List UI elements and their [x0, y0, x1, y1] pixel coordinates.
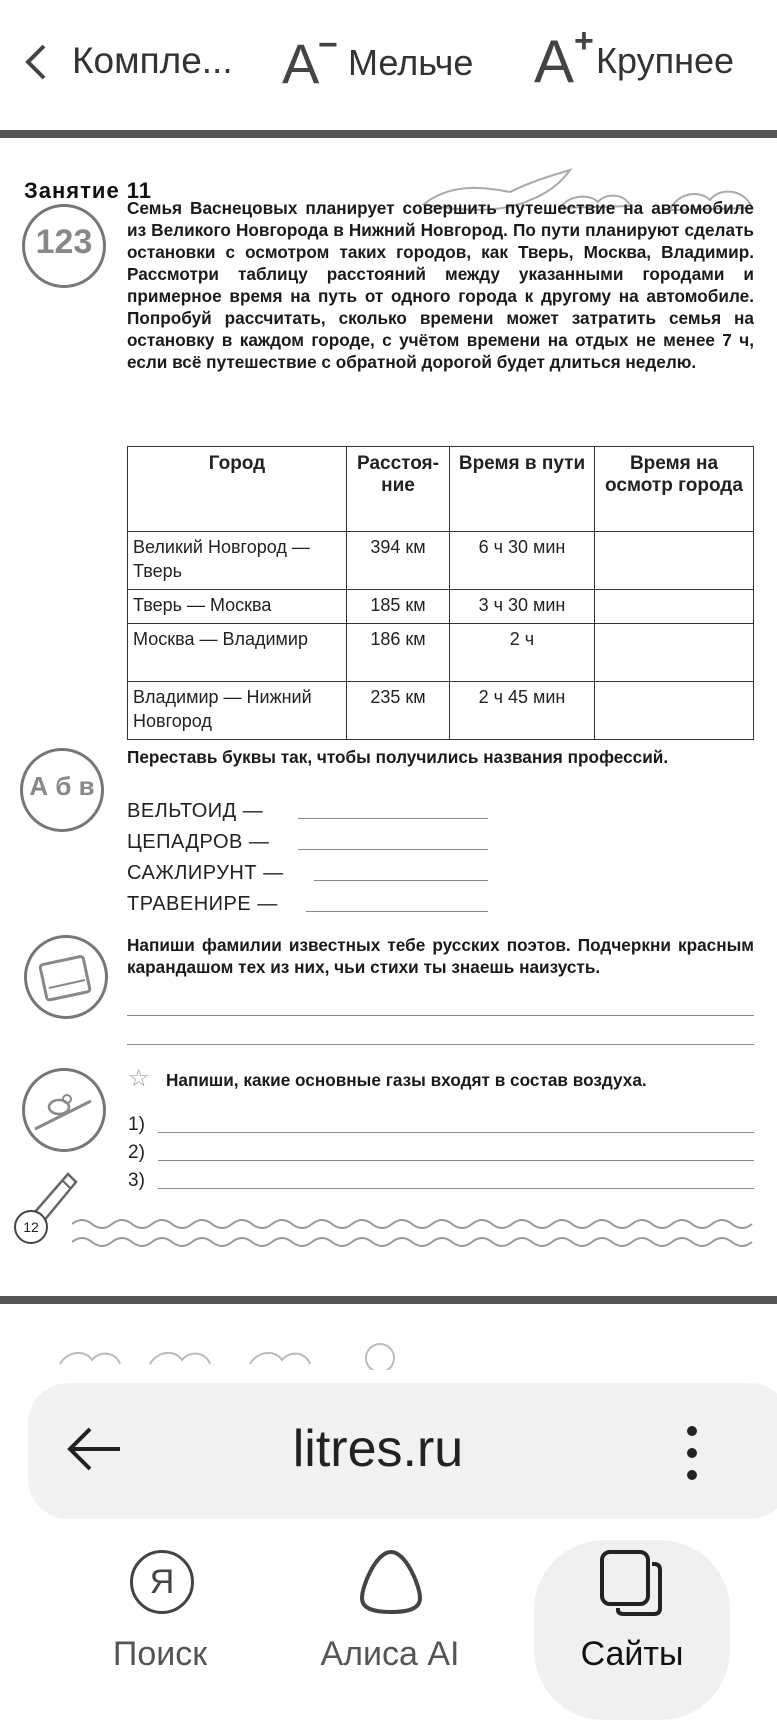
book-page: [0, 140, 777, 1268]
nav-search[interactable]: [90, 1540, 230, 1720]
reader-toolbar: [0, 0, 777, 128]
nav-alice[interactable]: [300, 1540, 480, 1720]
answer-line: [158, 1188, 754, 1189]
anagram-word: ВЕЛЬТОИД —: [127, 800, 264, 822]
star-icon: ☆: [128, 1065, 150, 1092]
table-header: Город: [128, 447, 347, 532]
table-header: Время на осмотр города: [595, 447, 754, 532]
task4-text: Напиши, какие основные газы входят в состав воздуха.: [166, 1070, 647, 1090]
font-bigger-button[interactable]: A + Крупнее: [534, 22, 735, 95]
table-cell: Великий Новгород — Тверь: [128, 532, 347, 590]
task2-text: Переставь буквы так, чтобы получились названия профессий.: [127, 747, 669, 767]
answer-number: 3): [128, 1170, 145, 1191]
more-options-icon[interactable]: [684, 1423, 700, 1483]
back-button[interactable]: [18, 40, 54, 84]
table-cell: [595, 532, 754, 590]
table-row: [128, 590, 754, 624]
task3-text: Напиши фамилии известных тебе русских поэтов. Подчеркни красным карандашом тех из них, чьи стихи ты знаешь наизусть.: [127, 935, 754, 977]
page-number: 12: [14, 1210, 48, 1244]
task1-text: Семья Васнецовых планирует совершить путешествие на автомобиле из Великого Новгорода в Нижний Новгород. По пути планируют сделать остановки с осмотром таких городов, как Тверь, Москва, Владимир. Рассмотри таблицу расстояний между указанными городами и примерное время на путь от одного города к другому на автомобиле. Попробуй рассчитать, сколько времени может затратить семья на остановку в каждом городе, с учётом времени на отдых не менее 7 ч, если всё путешествие с обратной дорогой будет длиться неделю.: [127, 198, 754, 372]
alice-icon: [356, 1546, 426, 1616]
answer-line: [127, 1015, 754, 1016]
font-bigger-icon: A: [534, 28, 575, 95]
answer-number: 2): [128, 1142, 145, 1163]
book-icon: [24, 935, 108, 1019]
answer-line: [158, 1132, 754, 1133]
anagram-word: ЦЕПАДРОВ —: [127, 831, 270, 853]
table-row: [128, 624, 754, 682]
font-bigger-label: Крупнее: [596, 40, 735, 81]
anagram-word: ТРАВЕНИРЕ —: [127, 893, 278, 915]
book-title: Компле...: [72, 40, 233, 81]
table-cell: 394 км: [347, 532, 450, 590]
bottom-navigation: [0, 1540, 777, 1728]
table-header: Время в пути: [450, 447, 595, 532]
next-page-decoration: [50, 1320, 750, 1370]
bird-branch-icon: [22, 1068, 106, 1152]
yandex-search-icon: Я: [130, 1550, 194, 1614]
table-header-row: [128, 447, 754, 532]
tabs-icon: [596, 1548, 666, 1618]
lesson-title: Занятие 11: [24, 178, 153, 203]
answer-line: [298, 818, 488, 819]
table-cell: Владимир — Нижний Новгород: [128, 682, 347, 740]
table-cell: [595, 624, 754, 682]
nav-label: Сайты: [580, 1635, 684, 1673]
table-cell: [595, 590, 754, 624]
anagram-word: САЖЛИРУНТ —: [127, 862, 284, 884]
answer-line: [158, 1160, 754, 1161]
font-smaller-icon: A: [282, 32, 320, 95]
answer-line: [314, 880, 488, 881]
table-cell: [595, 682, 754, 740]
answer-line: [298, 849, 488, 850]
answer-number: 1): [128, 1114, 145, 1135]
page-separator-top: [0, 130, 777, 138]
table-cell: 2 ч 45 мин: [450, 682, 595, 740]
table-cell: Москва — Владимир: [128, 624, 347, 682]
nav-label: Поиск: [112, 1635, 208, 1673]
nav-label: Алиса AI: [320, 1635, 460, 1673]
url-text[interactable]: litres.ru: [292, 1420, 464, 1478]
page-separator-bottom: [0, 1296, 777, 1304]
table-cell: Тверь — Москва: [128, 590, 347, 624]
chevron-left-icon: [18, 40, 54, 84]
letters-abc-icon: А б в: [20, 748, 104, 832]
address-bar[interactable]: [28, 1383, 777, 1519]
numbers-123-icon: 123: [22, 204, 106, 288]
wave-decoration: [72, 1212, 762, 1252]
font-smaller-label: Мельче: [348, 42, 474, 83]
table-cell: 3 ч 30 мин: [450, 590, 595, 624]
nav-sites[interactable]: [534, 1540, 730, 1720]
font-smaller-button[interactable]: A − Мельче: [282, 26, 474, 95]
table-row: [128, 532, 754, 590]
table-cell: 186 км: [347, 624, 450, 682]
table-cell: 185 км: [347, 590, 450, 624]
table-header: Расстоя-ние: [347, 447, 450, 532]
table-cell: 2 ч: [450, 624, 595, 682]
answer-line: [306, 911, 488, 912]
table-cell: 6 ч 30 мин: [450, 532, 595, 590]
table-cell: 235 км: [347, 682, 450, 740]
table-row: [128, 682, 754, 740]
distance-table: [127, 446, 754, 740]
answer-line: [127, 1044, 754, 1045]
